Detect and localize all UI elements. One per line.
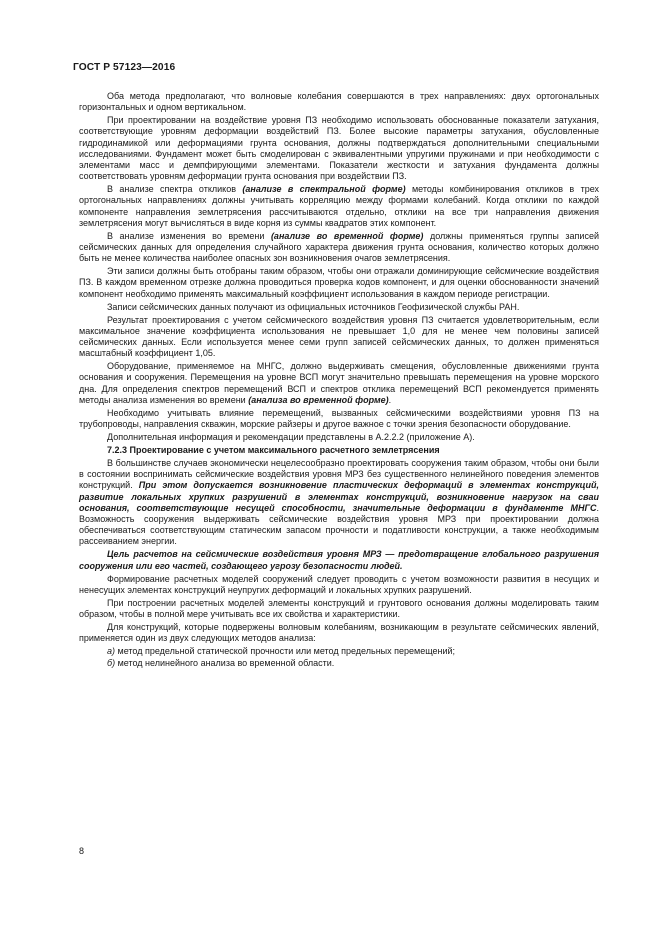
paragraph	[79, 184, 599, 229]
paragraph-text: Дополнительная информация и рекомендации представлены в А.2.2.2 (приложение А).	[107, 432, 475, 443]
paragraph-text: Для конструкций, которые подвержены волновым колебаниям, возникающим в результате сейсмических явлений, применяется один из двух следующих методов анализа:	[79, 622, 599, 644]
paragraph-text: Результат проектирования с учетом сейсмического воздействия уровня ПЗ считается удовлетворительным, если максимальное значение коэффициента использования не превышает 1,0 для не менее чем половины записей сейсмических данных. Если используется менее семи групп записей сейсмических данных, то должен применяться масштабный коэффициент 1,05.	[79, 314, 599, 359]
list-marker: а)	[107, 646, 116, 657]
paragraph	[79, 574, 599, 596]
paragraph-text: . Возможность сооружения выдерживать сейсмические воздействия уровня МРЗ при проектировании должна обеспечиваться соответствующим статическим запасом прочности и податливости конструкции, а также необходимым рассеиванием энергии.	[79, 502, 599, 547]
paragraph	[79, 432, 599, 443]
emphasis-text: При этом допускается возникновение пластических деформаций в элементах конструкций, развитие локальных хрупких разрушений в элементах конструкций, возникновение нагрузок на сваи основания, соответствующие несущей способности, значительные деформации в фундаменте МНГС	[79, 480, 599, 513]
paragraph	[79, 361, 599, 406]
paragraph-text: В большинстве случаев экономически нецелесообразно проектировать сооружения таким образом, чтобы они были в состоянии воспринимать сейсмические воздействия уровня МРЗ без существенного нелинейного поведения элементов конструкций.	[79, 458, 599, 491]
emphasis-text: (анализе в спектральной форме)	[242, 184, 406, 195]
list-text: метод нелинейного анализа во временной области.	[115, 657, 335, 668]
paragraph-text: В анализе изменения во времени	[107, 230, 271, 241]
paragraph-text: Записи сейсмических данных получают из официальных источников Геофизической службы РАН.	[107, 301, 520, 312]
paragraph	[79, 408, 599, 430]
paragraph	[79, 622, 599, 644]
emphasis-text: Цель расчетов на сейсмические воздействия уровня МРЗ — предотвращение глобального разрушения сооружения или его частей, создающего угрозу безопасности людей.	[79, 549, 599, 571]
paragraph-text: При построении расчетных моделей элементы конструкций и грунтового основания должны моделировать таким образом, чтобы в полной мере учитывать все их свойства и характеристики.	[79, 597, 599, 620]
emphasis-text: (анализа во временной форме)	[248, 394, 389, 405]
paragraph	[79, 91, 599, 113]
paragraph-text: Эти записи должны быть отобраны таким образом, чтобы они отражали доминирующие сейсмические воздействия ПЗ. В каждом временном отрезке должна проводиться проверка кодов компонент, и для оценки обоснованности значений компонент необходимо применять максимальный коэффициент использования в каждом периоде регистрации.	[79, 266, 599, 299]
paragraph	[79, 266, 599, 300]
paragraph	[79, 549, 599, 571]
paragraph-text: методы комбинирования откликов в трех ортогональных направлениях должны учитывать корреляцию между формами колебаний. Когда отклики по каждой компоненте направления землетрясения рассчитываются отдельно, отклики на все три направления движения землетрясения могут вычисляться в виде корня из суммы квадратов этих компонент.	[79, 184, 600, 228]
paragraph-text: Оба метода предполагают, что волновые колебания совершаются в трех направлениях: двух ортогональных горизонтальных и одном вертикальном.	[79, 91, 599, 113]
paragraph	[79, 115, 599, 182]
paragraph	[79, 458, 599, 548]
document-header: ГОСТ Р 57123—2016	[73, 62, 176, 73]
page-number: 8	[79, 846, 85, 856]
list-marker: б)	[107, 657, 116, 668]
section-heading	[79, 445, 599, 456]
document-body	[79, 91, 599, 669]
paragraph-text: В анализе спектра откликов	[107, 184, 243, 195]
emphasis-text: 7.2.3 Проектирование с учетом максимального расчетного землетрясения	[107, 445, 440, 456]
paragraph	[79, 598, 599, 620]
paragraph-text: .	[388, 394, 392, 405]
paragraph-text: должны применяться группы записей сейсмических данных для определения случайного характера движения грунта основания, количество которых должно быть не менее количества наиболее опасных зон возникновения очагов землетрясения.	[79, 230, 599, 264]
list-item	[79, 646, 599, 657]
paragraph-text: Оборудование, применяемое на МНГС, должно выдерживать смещения, обусловленные движениями грунта основания и сооружения. Перемещения на уровне ВСП могут значительно превышать перемещения на уровне морского дна. Для определения спектров перемещений ВСП и спектров отклика перемещений ВСП рекомендуется применять методы анализа изменения во времени	[79, 361, 599, 405]
paragraph-text: Необходимо учитывать влияние перемещений, вызванных сейсмическими воздействиями уровня ПЗ на трубопроводы, направления скважин, морские райзеры и другое важное с точки зрения безопасности оборудование.	[79, 407, 599, 430]
paragraph	[79, 231, 599, 265]
paragraph-text: Формирование расчетных моделей сооружений следует проводить с учетом возможности развития в несущих и ненесущих элементах конструкций неупругих деформаций и локальных хрупких разрушений.	[79, 573, 599, 595]
paragraph	[79, 302, 599, 313]
list-item	[79, 658, 599, 669]
list-text: метод предельной статической прочности или метод предельных перемещений;	[115, 646, 456, 657]
paragraph-text: При проектировании на воздействие уровня ПЗ необходимо использовать обоснованные показатели затухания, соответствующие уровням деформации воздействий ПЗ. Более высокие параметры затухания, обусловленные гидродинамикой или деформациями грунта основания, должны подтверждаться дополнительными специальными исследованиями. Фундамент может быть смоделирован с эквивалентными упругими пружинами и при необходимости с элементами масс и демпфирующими элементами. Показатели жесткости и затухания фундамента должны соответствовать уровням деформации грунта основания при воздействии ПЗ.	[79, 115, 599, 182]
emphasis-text: (анализе во временной форме)	[270, 230, 424, 241]
paragraph	[79, 315, 599, 360]
